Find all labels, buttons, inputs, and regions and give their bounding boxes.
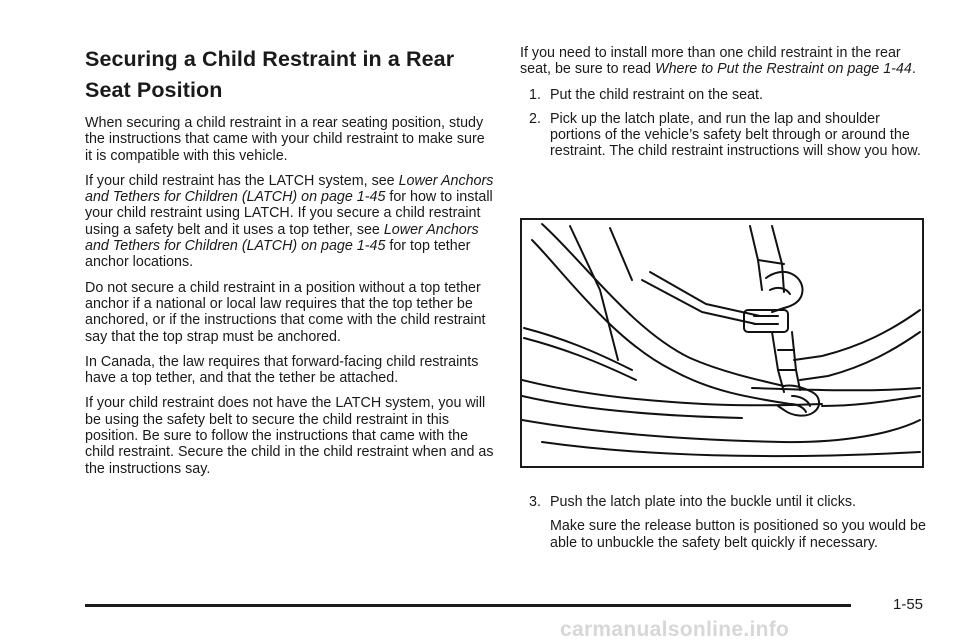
step-number: 1. [529, 86, 541, 103]
latch-reference-link-1[interactable]: Lower Anchors and Tethers for Children (LATCH) on page 1-45 [85, 172, 494, 206]
latch-text-c: for top tether anchor locations. [85, 238, 471, 271]
steps-list-top [520, 87, 930, 160]
step-text: Put the child restraint on the seat. [550, 86, 763, 103]
latch-reference-link-2[interactable]: Lower Anchors and Tethers for Children (LATCH) on page 1-45 [85, 221, 479, 255]
paragraph-canada: In Canada, the law requires that forward-facing child restraints have a top tether, and that the tether be attached. [85, 353, 479, 387]
step-3-note: Make sure the release button is positioned so you would be able to unbuckle the safety belt quickly if necessary. [550, 518, 926, 551]
step-item-3 [520, 494, 930, 510]
intro-text-a: If you need to install more than one child restraint in the rear seat, be sure to read [520, 45, 901, 78]
latch-text-b: for how to install your child restraint using LATCH. If you secure a child restraint using a safety belt and it uses a top tether, see [85, 189, 493, 238]
step-item-1 [520, 87, 930, 103]
watermark: carmanualsonline.info [560, 618, 790, 641]
step-number: 3. [529, 494, 541, 510]
paragraph-top-tether-law: Do not secure a child restraint in a position without a top tether anchor if a national or local law requires that the top tether be anchored, or if the instructions that come with the child restraint say that the top strap must be anchored. [85, 279, 486, 345]
left-column [85, 44, 495, 486]
paragraph-compatibility: When securing a child restraint in a rear seating position, study the instructions that came with your child restraint to make sure it is compatible with this vehicle. [85, 115, 485, 164]
page-number: 1-55 [893, 596, 924, 613]
seat-belt-drawing [522, 220, 922, 466]
step-number: 2. [529, 110, 541, 127]
title-line-2: Seat Position [85, 78, 223, 102]
paragraph-multiple-restraints [520, 45, 930, 78]
paragraph-no-latch: If your child restraint does not have the LATCH system, you will be using the safety belt to secure the child restraint in this position. Be sure to follow the instructions that came with the child restraint. Secure the child in the child restraint when and as the instructions say. [85, 395, 494, 477]
latch-text-a: If your child restraint has the LATCH system, see [85, 172, 399, 189]
step-text: Pick up the latch plate, and run the lap and shoulder portions of the vehicle’s safety belt through or around the restraint. The child restraint instructions will show you how. [550, 110, 921, 160]
title-line-1: Securing a Child Restraint in a Rear [85, 47, 455, 71]
intro-text-b: . [911, 61, 916, 78]
restraint-location-link[interactable]: Where to Put the Restraint on page 1-44 [655, 61, 912, 78]
section-title [85, 44, 495, 106]
right-column-bottom [520, 494, 930, 551]
step-text: Push the latch plate into the buckle until it clicks. [550, 494, 856, 510]
latch-plate-illustration [520, 218, 924, 468]
step-item-2 [520, 111, 930, 160]
right-column [520, 45, 930, 168]
paragraph-latch [85, 173, 495, 271]
footer-rule [85, 604, 851, 607]
